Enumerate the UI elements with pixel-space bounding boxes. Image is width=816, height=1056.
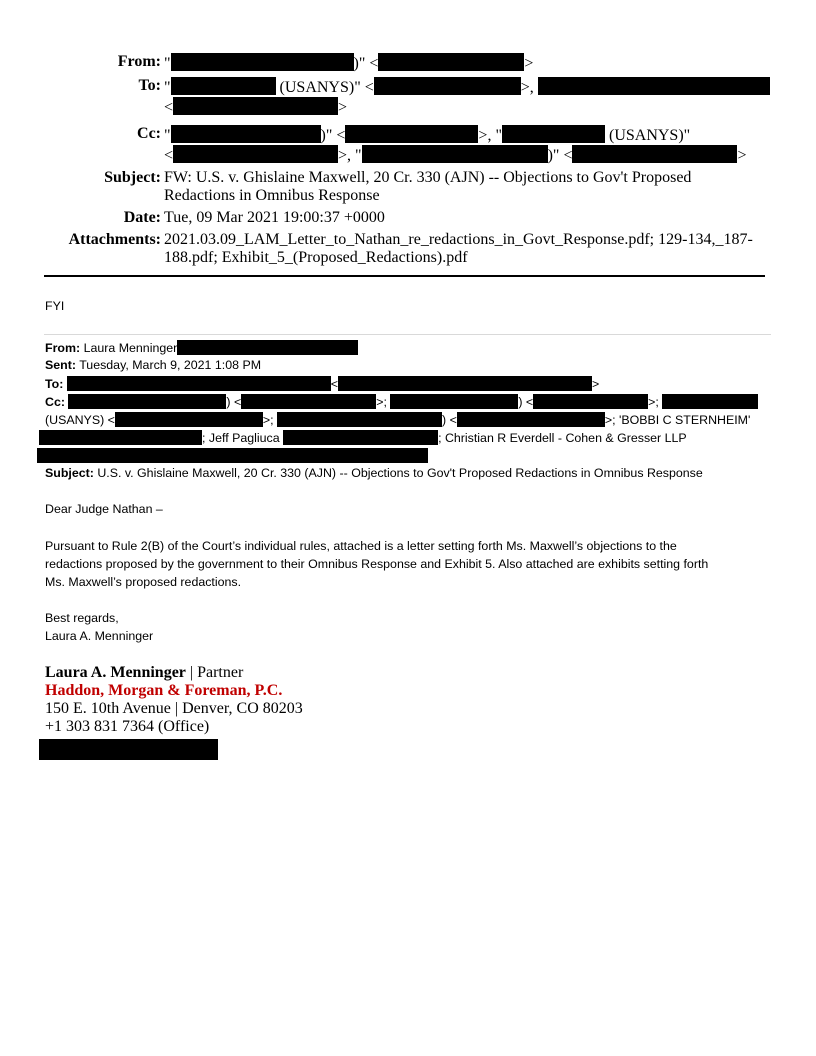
fwd-sent-value: Tuesday, March 9, 2021 1:08 PM	[79, 358, 262, 372]
to-usanys: (USANYS)"	[279, 79, 361, 96]
fyi-text: FYI	[45, 299, 65, 313]
fwd-sent-label: Sent:	[45, 358, 76, 372]
header-cc-row: Cc: " )" < >, " (USANYS)" < >, " )" < >	[40, 125, 780, 165]
redaction	[502, 125, 605, 143]
date-label: Date:	[123, 209, 161, 226]
redaction	[538, 77, 770, 95]
redaction	[173, 145, 338, 163]
from-label: From:	[117, 53, 161, 70]
redaction	[171, 77, 276, 95]
closing-name: Laura A. Menninger	[45, 629, 154, 643]
redaction	[39, 739, 218, 760]
to-label: To:	[138, 77, 161, 94]
fwd-subject-label: Subject:	[45, 466, 94, 480]
redaction	[241, 394, 376, 409]
signature-title: | Partner	[185, 664, 244, 681]
redaction	[173, 97, 338, 115]
subject-line-1: FW: U.S. v. Ghislaine Maxwell, 20 Cr. 330 (AJN) -- Objections to Gov't Proposed	[164, 169, 692, 186]
header-from-row: From: " )" < >	[40, 53, 780, 73]
signature-phone: +1 303 831 7364 (Office)	[45, 718, 210, 735]
redaction	[345, 125, 478, 143]
fwd-from-label: From:	[45, 341, 81, 355]
redaction	[572, 145, 737, 163]
signature-name: Laura A. Menninger	[45, 664, 186, 681]
subject-line-2: Redactions in Omnibus Response	[164, 187, 380, 204]
redaction	[662, 394, 758, 409]
fwd-cc-bobbi: ; 'BOBBI C STERNHEIM'	[612, 413, 751, 427]
fwd-cc-usanys: (USANYS) <	[45, 413, 115, 427]
header-attachments-row	[40, 231, 780, 267]
signature-firm: Haddon, Morgan & Foreman, P.C.	[45, 682, 283, 699]
redaction	[171, 125, 321, 143]
signature-address: 150 E. 10th Avenue | Denver, CO 80203	[45, 700, 303, 717]
fwd-from-name: Laura Menninger	[83, 341, 178, 355]
fwd-subject-value: U.S. v. Ghislaine Maxwell, 20 Cr. 330 (AJN) -- Objections to Gov't Proposed Redactions in Omnibus Response	[97, 466, 703, 480]
cc-usanys: (USANYS)"	[608, 127, 691, 144]
redaction	[390, 394, 518, 409]
paragraph-line-2: redactions proposed by the government to their Omnibus Response and Exhibit 5. Also attached are exhibits setting forth	[45, 557, 709, 571]
fwd-cc-label: Cc:	[45, 395, 65, 409]
fwd-from-line	[45, 340, 358, 355]
redaction	[171, 53, 354, 71]
redaction	[374, 77, 521, 95]
redaction	[177, 340, 358, 355]
signature-block	[45, 664, 303, 736]
redaction	[37, 448, 428, 463]
redaction	[338, 376, 592, 391]
forward-divider	[44, 334, 771, 335]
header-divider	[44, 275, 765, 277]
redaction	[457, 412, 605, 427]
fwd-to-label: To:	[45, 377, 64, 391]
closing: Best regards,	[45, 611, 119, 625]
redaction	[68, 394, 226, 409]
fwd-cc-line-3	[39, 430, 687, 445]
fwd-cc-line-2: (USANYS) < >; ) < >; 'BOBBI C STERNHEIM'	[45, 413, 751, 427]
email-header	[40, 53, 780, 267]
fwd-cc-line-4	[37, 448, 428, 463]
fwd-cc-jeff: ; Jeff Pagliuca	[202, 431, 280, 445]
header-date-row	[40, 209, 780, 227]
signature-name-line	[45, 664, 303, 682]
redaction	[533, 394, 648, 409]
fwd-cc-christian: ; Christian R Everdell - Cohen & Gresser LLP	[438, 431, 687, 445]
fwd-to-line: To: < >	[45, 377, 600, 391]
attachments-line-1: 2021.03.09_LAM_Letter_to_Nathan_re_redactions_in_Govt_Response.pdf; 129-134,_187-	[164, 231, 753, 248]
redaction	[277, 412, 442, 427]
cc-label: Cc:	[137, 125, 161, 142]
subject-label: Subject:	[104, 169, 161, 186]
date-value: Tue, 09 Mar 2021 19:00:37 +0000	[164, 209, 385, 226]
header-subject-row	[40, 169, 780, 205]
fwd-sent-line	[45, 358, 261, 372]
fwd-subject-line	[45, 466, 703, 480]
redaction	[283, 430, 438, 445]
paragraph-line-1: Pursuant to Rule 2(B) of the Court’s individual rules, attached is a letter setting forth Ms. Maxwell’s objections to the	[45, 539, 677, 553]
header-to-row: To: " (USANYS)" < >, < >	[40, 77, 780, 117]
redaction	[39, 430, 202, 445]
paragraph-line-3: Ms. Maxwell’s proposed redactions.	[45, 575, 242, 589]
redaction	[67, 376, 331, 391]
redaction	[362, 145, 548, 163]
attachments-label: Attachments:	[68, 231, 161, 248]
fwd-cc-line-1: Cc: ) < >; ) < >;	[45, 394, 758, 409]
redaction	[378, 53, 524, 71]
attachments-line-2: 188.pdf; Exhibit_5_(Proposed_Redactions).pdf	[164, 249, 468, 266]
redaction	[115, 412, 263, 427]
greeting: Dear Judge Nathan –	[45, 502, 163, 516]
